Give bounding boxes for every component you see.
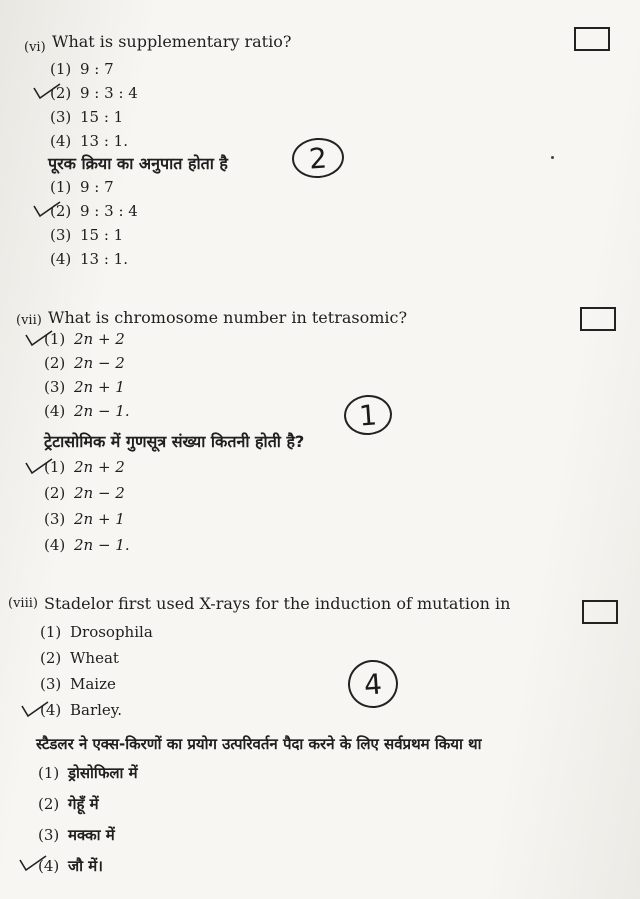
option-hindi: (4) जौ में। bbox=[38, 857, 103, 875]
question-text: What is chromosome number in tetrasomic? bbox=[48, 308, 408, 327]
question-number: (vii) bbox=[16, 313, 42, 328]
option: (2) 2n − 2 bbox=[44, 354, 125, 372]
answer-box[interactable] bbox=[574, 27, 610, 51]
option: (4) 13 : 1. bbox=[50, 132, 128, 150]
question-number: (vi) bbox=[24, 40, 46, 55]
option-hindi: (3) मक्का में bbox=[38, 826, 115, 844]
option-hindi: (3) 15 : 1 bbox=[50, 226, 124, 244]
option-hindi: (4) 2n − 1. bbox=[44, 536, 130, 554]
check-mark-icon bbox=[32, 198, 62, 220]
question-text: Stadelor first used X-rays for the induction of mutation in bbox=[44, 594, 511, 613]
answer-circle: 4 bbox=[346, 658, 399, 709]
option-hindi: (1) ड्रोसोफिला में bbox=[38, 764, 138, 782]
option-hindi: (1) 9 : 7 bbox=[50, 178, 114, 196]
question-text-hindi: पूरक क्रिया का अनुपात होता है bbox=[48, 154, 228, 173]
option: (4) 2n − 1. bbox=[44, 402, 130, 420]
answer-box[interactable] bbox=[582, 600, 618, 624]
option-hindi: (2) 9 : 3 : 4 bbox=[50, 202, 138, 220]
answer-box[interactable] bbox=[580, 307, 616, 331]
question-text-hindi: स्टैडलर ने एक्स-किरणों का प्रयोग उत्परिवर्तन पैदा करने के लिए सर्वप्रथम किया था bbox=[36, 735, 482, 753]
option: (3) Maize bbox=[40, 675, 116, 693]
option-hindi: (3) 2n + 1 bbox=[44, 510, 125, 528]
option: (4) Barley. bbox=[40, 701, 123, 719]
option-hindi: (2) 2n − 2 bbox=[44, 484, 125, 502]
option: (3) 2n + 1 bbox=[44, 378, 125, 396]
question-text-hindi: ट्रेटासोमिक में गुणसूत्र संख्या कितनी होती है? bbox=[44, 432, 305, 451]
check-mark-icon bbox=[32, 80, 62, 102]
option: (1) 9 : 7 bbox=[50, 60, 114, 78]
check-mark-icon bbox=[18, 852, 48, 874]
option-hindi: (4) 13 : 1. bbox=[50, 250, 128, 268]
question-number: (viii) bbox=[8, 596, 38, 611]
check-mark-icon bbox=[24, 327, 54, 349]
option: (2) 9 : 3 : 4 bbox=[50, 84, 138, 102]
option: (2) Wheat bbox=[40, 649, 119, 667]
speck bbox=[551, 156, 554, 159]
option-hindi: (2) गेहूँ में bbox=[38, 795, 99, 813]
option: (3) 15 : 1 bbox=[50, 108, 124, 126]
option-hindi: (1) 2n + 2 bbox=[44, 458, 125, 476]
answer-circle: 1 bbox=[343, 393, 394, 436]
question-text: What is supplementary ratio? bbox=[52, 32, 292, 51]
check-mark-icon bbox=[24, 455, 54, 477]
option: (1) 2n + 2 bbox=[44, 330, 125, 348]
option: (1) Drosophila bbox=[40, 623, 153, 641]
check-mark-icon bbox=[20, 698, 50, 720]
answer-circle: 2 bbox=[291, 136, 346, 180]
